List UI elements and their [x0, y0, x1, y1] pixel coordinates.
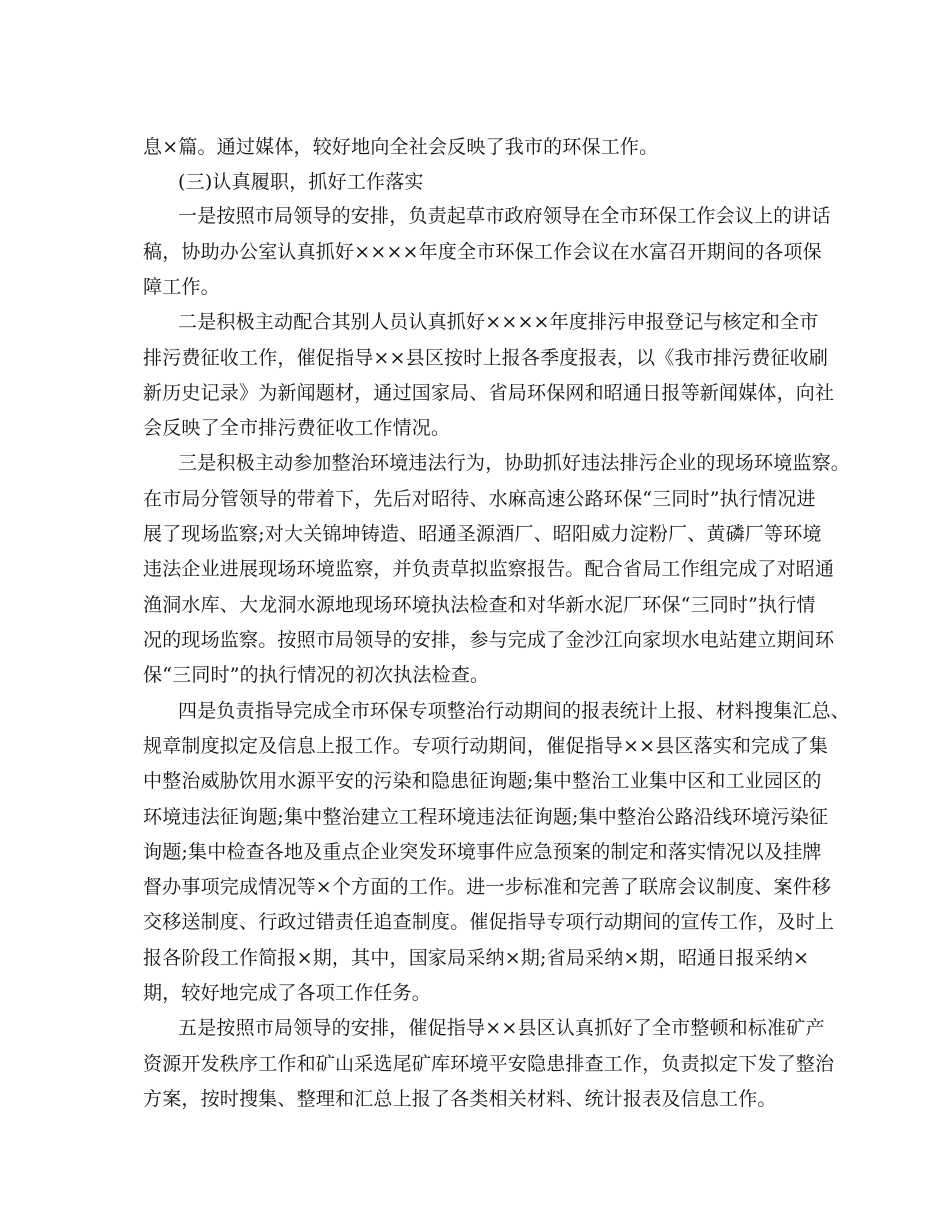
text-line: 展了现场监察;对大关锦坤铸造、昭通圣源酒厂、昭阳威力淀粉厂、黄磷厂等环境: [143, 523, 822, 545]
text-line: 报各阶段工作简报×期，其中，国家局采纳×期;省局采纳×期，昭通日报采纳×: [143, 947, 810, 969]
text-line: 一是按照市局领导的安排，负责起草市政府领导在全市环保工作会议上的讲话: [178, 205, 831, 227]
text-line: 期，较好地完成了各项工作任务。: [143, 982, 432, 1004]
text-line: 在市局分管领导的带着下，先后对昭待、水麻高速公路环保“三同时”执行情况进: [143, 488, 816, 510]
text-line: 保“三同时”的执行情况的初次执法检查。: [143, 664, 490, 686]
text-line: 五是按照市局领导的安排，催促指导××县区认真抓好了全市整顿和标准矿产: [178, 1017, 825, 1039]
text-line: 四是负责指导完成全市环保专项整治行动期间的报表统计上报、材料搜集汇总、: [178, 700, 851, 722]
text-line: 资源开发秩序工作和矿山采选尾矿库环境平安隐患排查工作，负责拟定下发了整治: [143, 1053, 835, 1075]
text-line: 渔洞水库、大龙洞水源地现场环境执法检查和对华新水泥厂环保“三同时”执行情: [143, 594, 816, 616]
text-line: 询题;集中检查各地及重点企业突发环境事件应急预案的制定和落实情况以及挂牌: [143, 841, 822, 863]
text-line: 交移送制度、行政过错责任追查制度。催促指导专项行动期间的宣传工作，及时上: [143, 911, 835, 933]
text-line: 新历史记录》为新闻题材，通过国家局、省局环保网和昭通日报等新闻媒体，向社: [143, 382, 835, 404]
text-line: 环境违法征询题;集中整治建立工程环境违法征询题;集中整治公路沿线环境污染征: [143, 806, 829, 828]
text-line: 息×篇。通过媒体，较好地向全社会反映了我市的环保工作。: [143, 136, 659, 158]
text-line: 中整治威胁饮用水源平安的污染和隐患征询题;集中整治工业集中区和工业园区的: [143, 770, 822, 792]
text-line: 障工作。: [143, 276, 220, 298]
text-line: 会反映了全市排污费征收工作情况。: [143, 417, 451, 439]
text-line: 稿，协助办公室认真抓好××××年度全市环保工作会议在水富召开期间的各项保: [143, 241, 822, 263]
section-heading: (三)认真履职，抓好工作落实: [178, 171, 424, 193]
text-line: 排污费征收工作，催促指导××县区按时上报各季度报表，以《我市排污费征收刷: [143, 347, 829, 369]
text-line: 规章制度拟定及信息上报工作。专项行动期间，催促指导××县区落实和完成了集: [143, 735, 829, 757]
text-line: 况的现场监察。按照市局领导的安排，参与完成了金沙江向家坝水电站建立期间环: [143, 629, 835, 651]
text-line: 三是积极主动参加整治环境违法行为，协助抓好违法排污企业的现场环境监察。: [178, 452, 851, 474]
text-line: 方案，按时搜集、整理和汇总上报了各类相关材料、统计报表及信息工作。: [143, 1088, 777, 1110]
text-line: 二是积极主动配合其别人员认真抓好××××年度排污申报登记与核定和全市: [178, 311, 819, 333]
text-line: 督办事项完成情况等×个方面的工作。进一步标准和完善了联席会议制度、案件移: [143, 876, 832, 898]
text-line: 违法企业进展现场环境监察，并负责草拟监察报告。配合省局工作组完成了对昭通: [143, 558, 835, 580]
